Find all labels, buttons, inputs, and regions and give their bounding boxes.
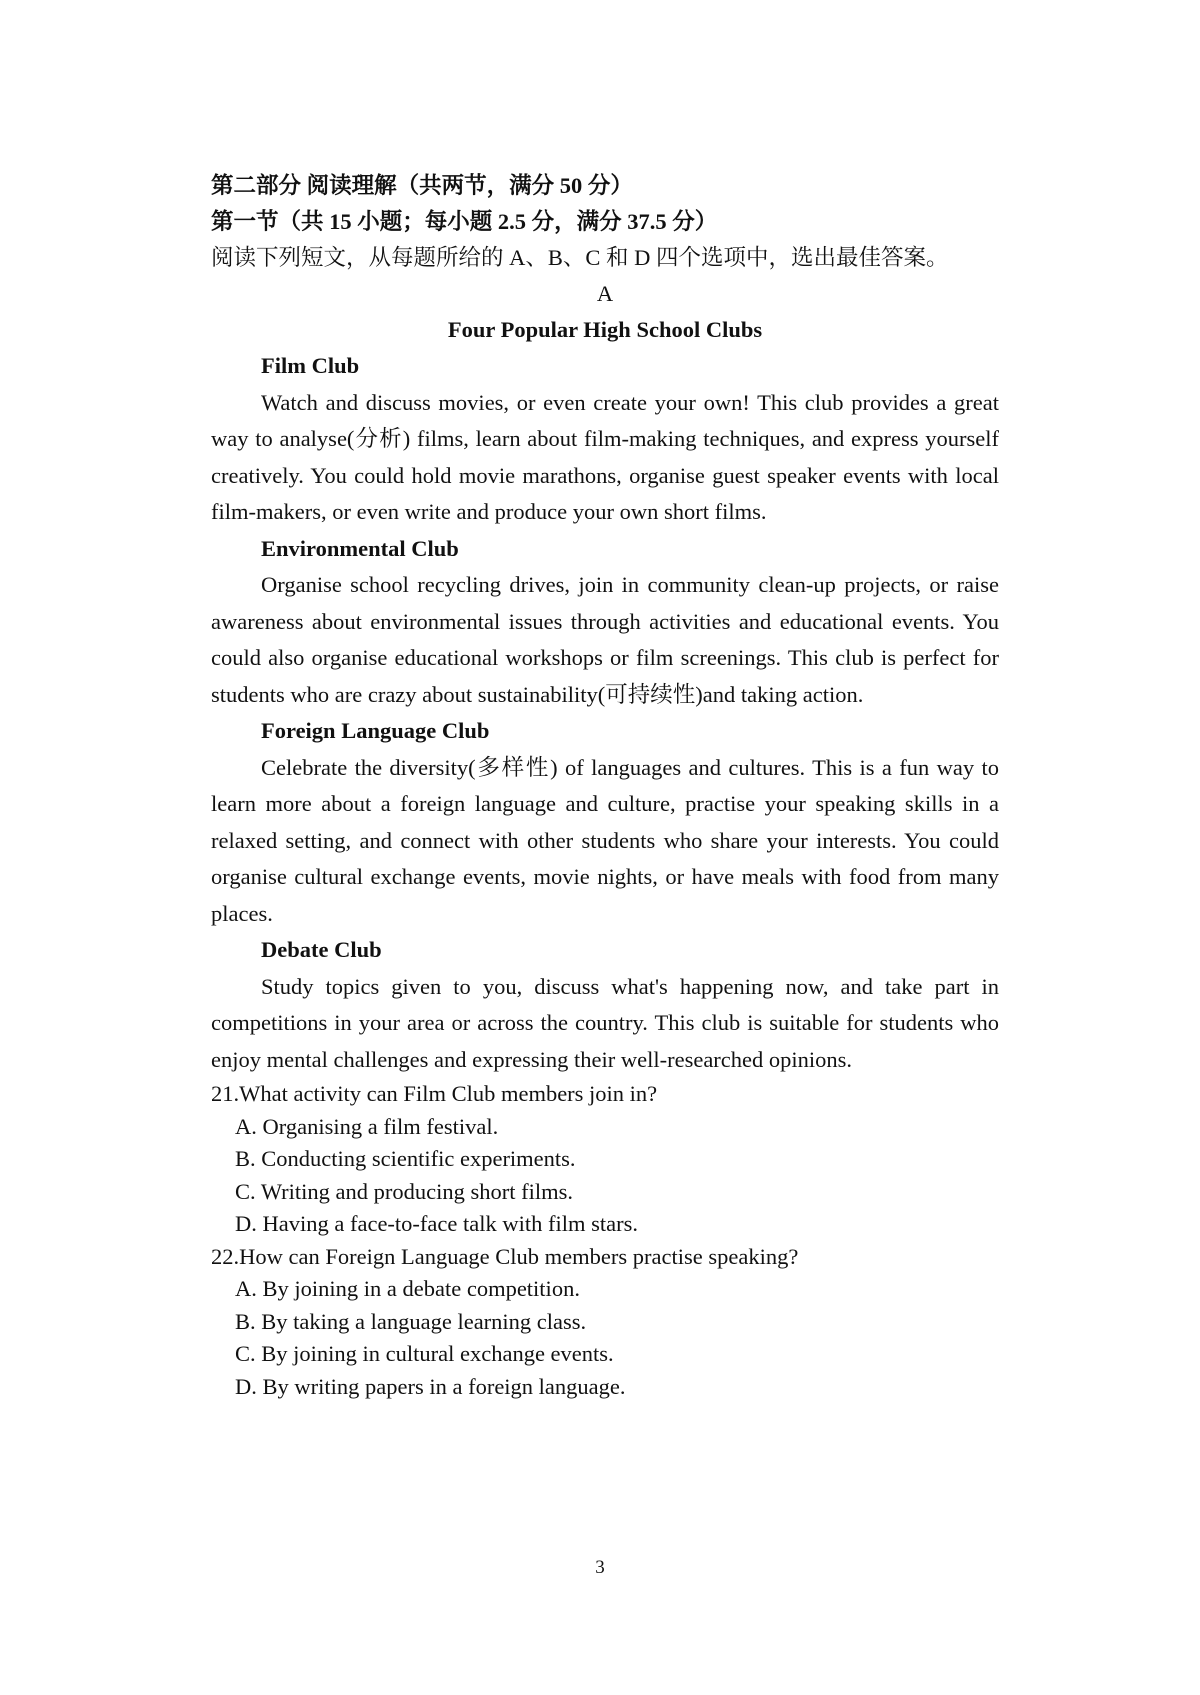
- club-name: Foreign Language Club: [261, 718, 490, 743]
- answer-option[interactable]: A. By joining in a debate competition.: [235, 1276, 580, 1301]
- part-title: 第二部分 阅读理解（共两节，满分 50 分）: [211, 173, 633, 198]
- club-name: Debate Club: [261, 937, 382, 962]
- question-stem: 21.What activity can Film Club members join in?: [211, 1081, 658, 1106]
- subsection-title: 第一节（共 15 小题；每小题 2.5 分，满分 37.5 分）: [211, 209, 718, 234]
- club-description: Celebrate the diversity(多样性) of languages and cultures. This is a fun way to learn more about a foreign language and culture, practise your speaking skills in a relaxed setting, and connect with other students who share your interests. You could organise cultural exchange events, movie nights, or have meals with food from many places.: [211, 754, 999, 926]
- answer-options: [211, 1111, 999, 1241]
- passage-letter: A: [596, 281, 614, 306]
- club-section-foreign-language: [211, 713, 999, 932]
- instructions: 阅读下列短文，从每题所给的 A、B、C 和 D 四个选项中，选出最佳答案。: [211, 245, 949, 270]
- question-21: [211, 1078, 999, 1241]
- page-content: [211, 168, 999, 1403]
- answer-option[interactable]: C. By joining in cultural exchange events.: [235, 1341, 614, 1366]
- answer-option[interactable]: B. By taking a language learning class.: [235, 1308, 587, 1334]
- club-description: Watch and discuss movies, or even create your own! This club provides a great way to analyse(分析) films, learn about film-making techniques, and express yourself creatively. You could hold movie marathons, organise guest speaker events with local film-makers, or even write and produce your own short films.: [211, 389, 999, 524]
- answer-option[interactable]: C. Writing and producing short films.: [235, 1178, 574, 1204]
- answer-options: [211, 1273, 999, 1403]
- answer-option[interactable]: B. Conducting scientific experiments.: [235, 1146, 576, 1171]
- question-22: [211, 1241, 999, 1404]
- answer-option[interactable]: A. Organising a film festival.: [235, 1113, 499, 1139]
- passage-title: Four Popular High School Clubs: [447, 317, 763, 342]
- club-name: Environmental Club: [261, 535, 459, 561]
- answer-option[interactable]: D. Having a face-to-face talk with film stars.: [235, 1211, 638, 1236]
- club-description: Organise school recycling drives, join in community clean-up projects, or raise awareness about environmental issues through activities and educational events. You could also organise educational workshops or film screenings. This club is perfect for students who are crazy about sustainability(可持续性)and taking action.: [211, 572, 999, 707]
- club-description: Study topics given to you, discuss what's happening now, and take part in competitions in your area or across the country. This club is suitable for students who enjoy mental challenges and expressing their well-researched opinions.: [211, 973, 999, 1072]
- answer-option[interactable]: D. By writing papers in a foreign language.: [235, 1373, 626, 1399]
- club-name: Film Club: [261, 353, 360, 378]
- club-section-film: [211, 348, 999, 531]
- page-number: 3: [595, 1557, 605, 1578]
- question-stem: 22.How can Foreign Language Club members practise speaking?: [211, 1243, 799, 1269]
- club-section-environmental: [211, 531, 999, 714]
- club-section-debate: [211, 932, 999, 1078]
